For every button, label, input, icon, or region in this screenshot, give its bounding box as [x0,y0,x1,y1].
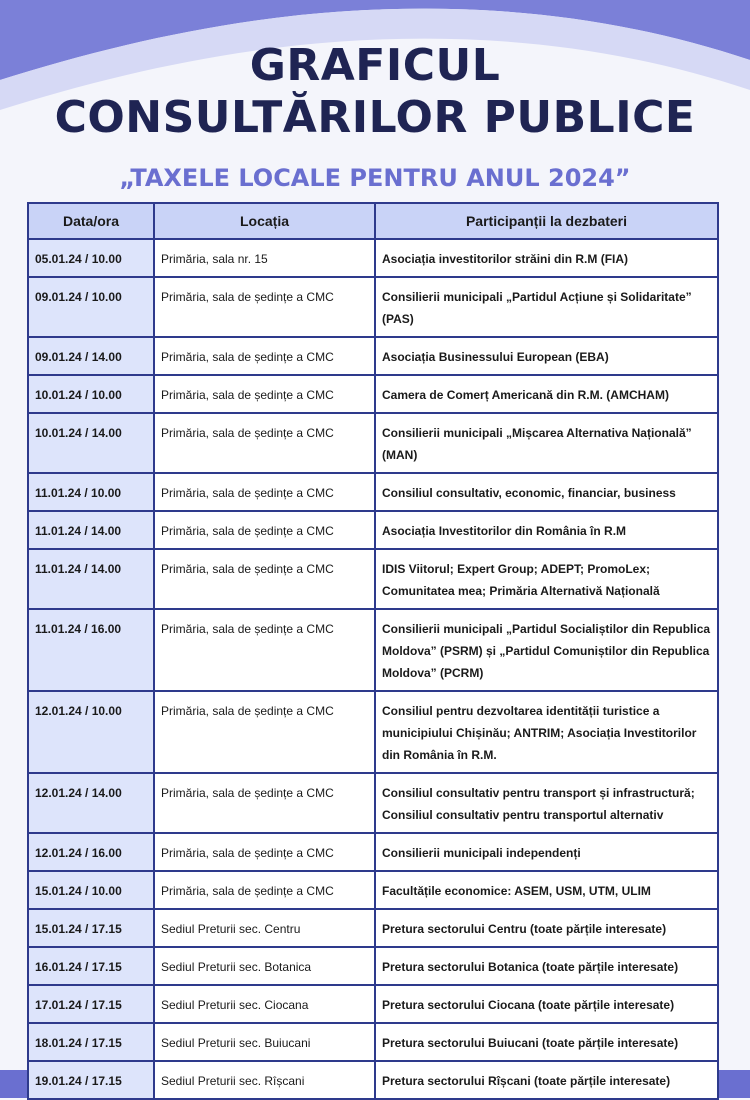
cell-date: 05.01.24 / 10.00 [28,239,154,277]
cell-date: 09.01.24 / 14.00 [28,337,154,375]
table-row [28,473,718,511]
cell-location: Primăria, sala de ședințe a CMC [154,337,375,375]
table-row [28,871,718,909]
table-row [28,985,718,1023]
table-row [28,833,718,871]
cell-location: Primăria, sala de ședințe a CMC [154,773,375,833]
cell-date: 19.01.24 / 17.15 [28,1061,154,1099]
cell-date: 11.01.24 / 16.00 [28,609,154,691]
cell-location: Primăria, sala de ședințe a CMC [154,375,375,413]
cell-date: 11.01.24 / 10.00 [28,473,154,511]
table-header-row [28,203,718,239]
cell-date: 11.01.24 / 14.00 [28,549,154,609]
schedule-table [27,202,719,1100]
column-header-participants: Participanții la dezbateri [375,203,718,239]
table-row [28,337,718,375]
cell-date: 16.01.24 / 17.15 [28,947,154,985]
cell-participants: Asociația Investitorilor din România în R.M [375,511,718,549]
cell-participants: Consiliul consultativ pentru transport și infrastructură; Consiliul consultativ pentru transportul alternativ [375,773,718,833]
cell-location: Primăria, sala nr. 15 [154,239,375,277]
cell-participants: Pretura sectorului Centru (toate părțile interesate) [375,909,718,947]
cell-date: 10.01.24 / 14.00 [28,413,154,473]
column-header-location: Locația [154,203,375,239]
table-row [28,277,718,337]
table-row [28,1061,718,1099]
page-title-line1: GRAFICUL [249,40,501,91]
cell-date: 10.01.24 / 10.00 [28,375,154,413]
cell-location: Primăria, sala de ședințe a CMC [154,549,375,609]
cell-location: Sediul Preturii sec. Ciocana [154,985,375,1023]
cell-location: Primăria, sala de ședințe a CMC [154,277,375,337]
table-row [28,413,718,473]
cell-participants: Asociația Businessului European (EBA) [375,337,718,375]
cell-date: 18.01.24 / 17.15 [28,1023,154,1061]
table-row [28,691,718,773]
table-row [28,511,718,549]
cell-location: Sediul Preturii sec. Rîșcani [154,1061,375,1099]
cell-date: 15.01.24 / 10.00 [28,871,154,909]
cell-participants: Consilierii municipali „Partidul Acțiune și Solidaritate” (PAS) [375,277,718,337]
cell-participants: IDIS Viitorul; Expert Group; ADEPT; PromoLex; Comunitatea mea; Primăria Alternativă Națională [375,549,718,609]
table-row [28,947,718,985]
cell-location: Primăria, sala de ședințe a CMC [154,413,375,473]
cell-date: 15.01.24 / 17.15 [28,909,154,947]
cell-location: Sediul Preturii sec. Botanica [154,947,375,985]
cell-location: Sediul Preturii sec. Buiucani [154,1023,375,1061]
cell-participants: Consiliul pentru dezvoltarea identității turistice a municipiului Chișinău; ANTRIM; Asociația Investitorilor din România în R.M. [375,691,718,773]
table-row [28,549,718,609]
cell-participants: Pretura sectorului Buiucani (toate părțile interesate) [375,1023,718,1061]
cell-participants: Consilierii municipali „Partidul Socialiștilor din Republica Moldova” (PSRM) și „Partidul Comuniștilor din Republica Moldova” (PCRM) [375,609,718,691]
cell-date: 09.01.24 / 10.00 [28,277,154,337]
column-header-date: Data/ora [28,203,154,239]
cell-date: 11.01.24 / 14.00 [28,511,154,549]
cell-location: Sediul Preturii sec. Centru [154,909,375,947]
cell-location: Primăria, sala de ședințe a CMC [154,691,375,773]
cell-participants: Facultățile economice: ASEM, USM, UTM, ULIM [375,871,718,909]
table-row [28,609,718,691]
cell-participants: Consiliul consultativ, economic, financiar, business [375,473,718,511]
table-row [28,909,718,947]
cell-date: 17.01.24 / 17.15 [28,985,154,1023]
table-row [28,239,718,277]
cell-location: Primăria, sala de ședințe a CMC [154,833,375,871]
table-row [28,375,718,413]
cell-participants: Pretura sectorului Rîșcani (toate părțile interesate) [375,1061,718,1099]
cell-location: Primăria, sala de ședințe a CMC [154,609,375,691]
cell-date: 12.01.24 / 10.00 [28,691,154,773]
cell-location: Primăria, sala de ședințe a CMC [154,871,375,909]
cell-location: Primăria, sala de ședințe a CMC [154,511,375,549]
page-title-line2: CONSULTĂRILOR PUBLICE [54,92,696,143]
cell-participants: Pretura sectorului Ciocana (toate părțile interesate) [375,985,718,1023]
cell-location: Primăria, sala de ședințe a CMC [154,473,375,511]
cell-date: 12.01.24 / 14.00 [28,773,154,833]
cell-participants: Pretura sectorului Botanica (toate părțile interesate) [375,947,718,985]
cell-participants: Consilierii municipali independenți [375,833,718,871]
table-row [28,773,718,833]
cell-participants: Asociația investitorilor străini din R.M (FIA) [375,239,718,277]
page-subtitle: „TAXELE LOCALE PENTRU ANUL 2024” [119,164,631,192]
cell-date: 12.01.24 / 16.00 [28,833,154,871]
cell-participants: Camera de Comerț Americană din R.M. (AMCHAM) [375,375,718,413]
table-row [28,1023,718,1061]
cell-participants: Consilierii municipali „Mișcarea Alternativa Națională” (MAN) [375,413,718,473]
